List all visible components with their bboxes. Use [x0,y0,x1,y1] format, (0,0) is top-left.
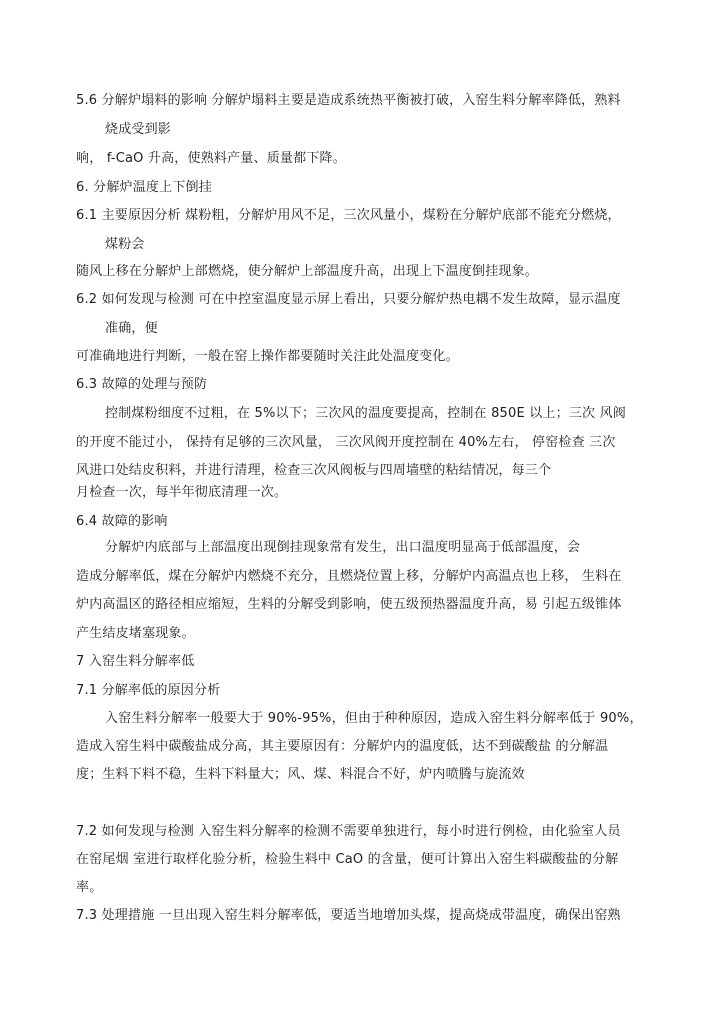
text-line: 7.3 处理措施 一旦出现入窑生料分解率低，要适当地增加头煤，提高烧成带温度，确保出窑熟 [76,908,621,923]
text-line: 风进口处结皮积料，并进行清理，检查三次风阀板与四周墙壁的粘结情况，每三个 [76,463,552,478]
text-line: 6.2 如何发现与检测 可在中控室温度显示屏上看出，只要分解炉热电耦不发生故障，显示温度 [76,292,621,307]
text-line: 造成入窑生料中碳酸盐成分高，其主要原因有：分解炉内的温度低，达不到碳酸盐 的分解温 [76,739,609,754]
text-line: 炉内高温区的路径相应缩短，生料的分解受到影响，使五级预热器温度升高，易 引起五级锥体 [76,597,622,612]
text-line: 月检查一次，每半年彻底清理一次。 [76,485,288,500]
text-line: 控制煤粉细度不过粗，在 5%以下；三次风的温度要提高，控制在 850E 以上；三次 风阀 [105,406,626,421]
text-line: 煤粉会 [105,237,145,252]
text-line: 入窑生料分解率一般要大于 90%-95%，但由于种种原因，造成入窑生料分解率低于 90%， [105,711,643,726]
section-heading: 7.1 分解率低的原因分析 [76,683,221,698]
section-heading: 7 入窑生料分解率低 [76,654,195,669]
text-line: 5.6 分解炉塌料的影响 分解炉塌料主要是造成系统热平衡被打破，入窑生料分解率降低，熟料 [76,93,621,108]
text-line: 产生结皮堵塞现象。 [76,626,195,641]
section-heading: 6. 分解炉温度上下倒挂 [76,180,212,195]
text-line: 率。 [76,880,103,895]
text-line: 响， f-CaO 升高，使熟料产量、质量都下降。 [76,151,346,166]
text-line: 7.2 如何发现与检测 入窑生料分解率的检测不需要单独进行，每小时进行例检，由化验室人员 [76,824,621,839]
text-line: 可准确地进行判断，一般在窑上操作都要随时关注此处温度变化。 [76,349,459,364]
section-heading: 6.3 故障的处理与预防 [76,377,208,392]
text-line: 6.1 主要原因分析 煤粉粗，分解炉用风不足，三次风量小，煤粉在分解炉底部不能充分燃烧， [76,208,621,223]
text-line: 度；生料下料不稳，生料下料量大；风、煤、料混合不好，炉内喷腾与旋流效 [76,767,525,782]
text-line: 造成分解率低，煤在分解炉内燃烧不充分，且燃烧位置上移，分解炉内高温点也上移， 生料在 [76,569,622,584]
text-line: 烧成受到影 [105,122,172,137]
text-line: 分解炉内底部与上部温度出现倒挂现象常有发生，出口温度明显高于低部温度，会 [105,540,581,555]
text-line: 的开度不能过小， 保持有足够的三次风量， 三次风阀开度控制在 40%左右， 停窑检查 三次 [76,435,616,450]
section-heading: 6.4 故障的影响 [76,514,168,529]
text-line: 随风上移在分解炉上部燃烧，使分解炉上部温度升高，出现上下温度倒挂现象。 [76,264,539,279]
text-line: 在窑尾烟 室进行取样化验分析，检验生料中 CaO 的含量，便可计算出入窑生料碳酸盐的分解 [76,852,619,867]
text-line: 准确，便 [105,321,158,336]
